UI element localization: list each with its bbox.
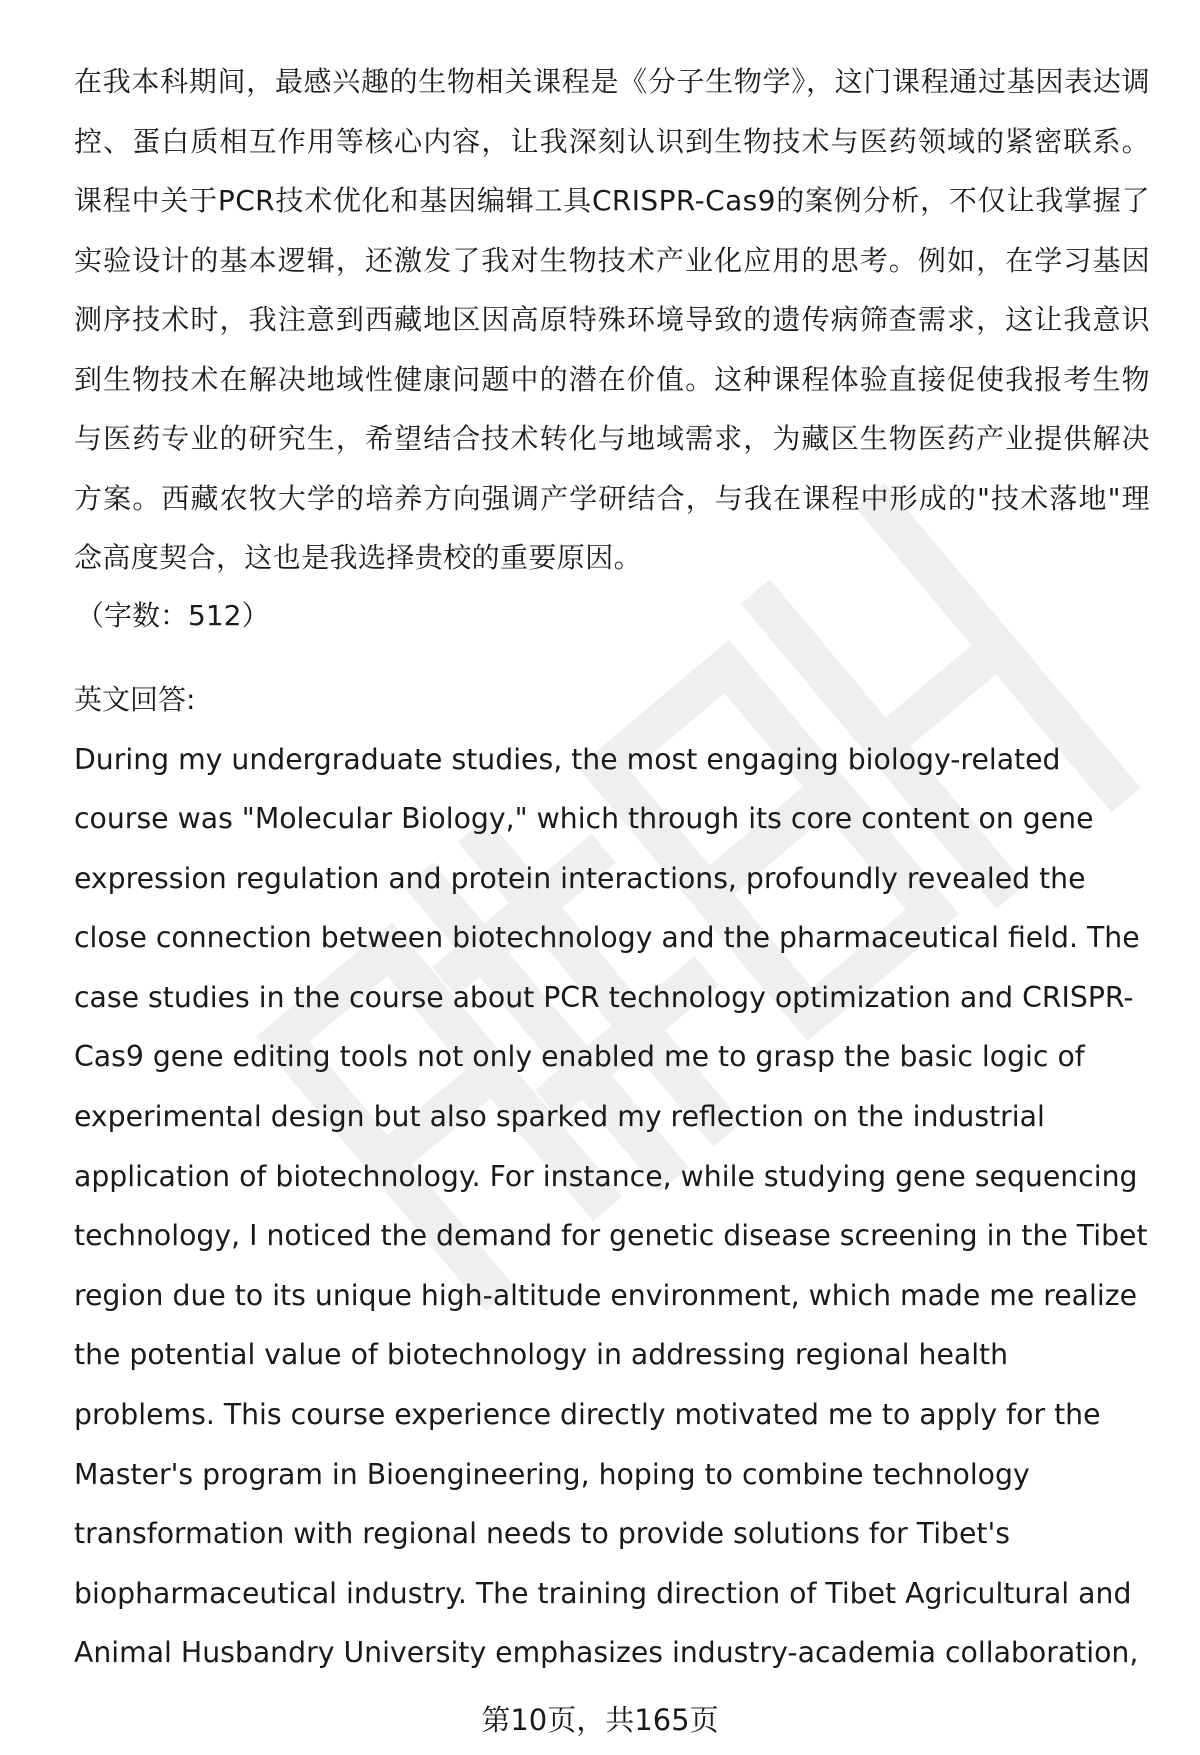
document-body bbox=[74, 52, 1150, 1683]
english-answer-heading: 英文回答: bbox=[74, 682, 196, 716]
page-number-footer: 第10页，共165页 bbox=[481, 1703, 719, 1737]
chinese-answer-paragraph: 在我本科期间，最感兴趣的生物相关课程是《分子生物学》，这门课程通过基因表达调控、蛋白质相互作用等核心内容，让我深刻认识到生物技术与医药领域的紧密联系。课程中关于PCR技术优化和基因编辑工具CRISPR-Cas9的案例分析，不仅让我掌握了实验设计的基本逻辑，还激发了我对生物技术产业化应用的思考。例如，在学习基因测序技术时，我注意到西藏地区因高原特殊环境导致的遗传病筛查需求，这让我意识到生物技术在解决地域性健康问题中的潜在价值。这种课程体验直接促使我报考生物与医药专业的研究生，希望结合技术转化与地域需求，为藏区生物医药产业提供解决方案。西藏农牧大学的培养方向强调产学研结合，与我在课程中形成的"技术落地"理念高度契合，这也是我选择贵校的重要原因。 bbox=[74, 65, 1150, 574]
english-answer-paragraph: During my undergraduate studies, the most engaging biology-related course was "Molecular Biology," which through its core content on gene expression regulation and protein interactions, profoundly revealed the close connection between biotechnology and the pharmaceutical field. The case studies in the course about PCR technology optimization and CRISPR-Cas9 gene editing tools not only enabled me to grasp the basic logic of experimental design but also sparked my reflection on the industrial application of biotechnology. For instance, while studying gene sequencing technology, I noticed the demand for genetic disease screening in the Tibet region due to its unique high-altitude environment, which made me realize the potential value of biotechnology in addressing regional health problems. This course experience directly motivated me to apply for the Master's program in Bioengineering, hoping to combine technology transformation with regional needs to provide solutions for Tibet's biopharmaceutical industry. The training direction of Tibet Agricultural and Animal Husbandry University emphasizes industry-academia collaboration, bbox=[74, 742, 1148, 1670]
word-count-note: （字数：512） bbox=[76, 598, 270, 632]
